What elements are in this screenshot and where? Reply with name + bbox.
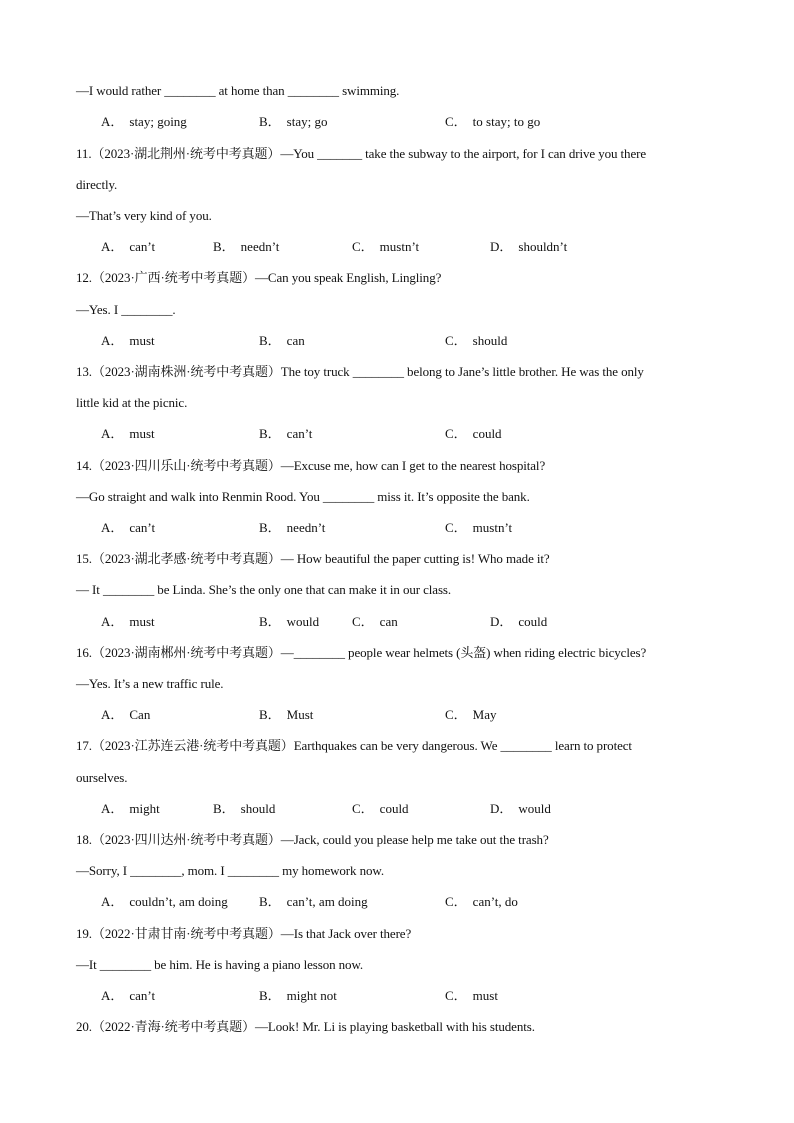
option-a: A． couldn’t, am doing — [101, 894, 228, 909]
question-line: 19.（2022·甘肃甘南·统考中考真题）—Is that Jack over there? — [76, 926, 412, 941]
question-line: directly. — [76, 177, 118, 192]
question-line: 14.（2023·四川乐山·统考中考真题）—Excuse me, how can I get to the nearest hospital? — [76, 458, 546, 473]
question-line: —I would rather ________ at home than ________ swimming. — [76, 83, 400, 98]
option-c: C． can’t, do — [445, 894, 518, 909]
question-line: little kid at the picnic. — [76, 395, 188, 410]
question-line: —Yes. It’s a new traffic rule. — [76, 676, 224, 691]
option-d: D． would — [490, 801, 551, 816]
question-line: 13.（2023·湖南株洲·统考中考真题）The toy truck ________ belong to Jane’s little brother. He was the only — [76, 364, 644, 379]
option-b: B． Must — [259, 707, 314, 722]
option-b: B． can — [259, 333, 305, 348]
option-c: C． should — [445, 333, 508, 348]
option-a: A． must — [101, 614, 155, 629]
question-line: —Go straight and walk into Renmin Rood. You ________ miss it. It’s opposite the bank. — [76, 489, 530, 504]
option-b: B． can’t — [259, 426, 313, 441]
question-line: 20.（2022·青海·统考中考真题）—Look! Mr. Li is playing basketball with his students. — [76, 1019, 535, 1034]
option-d: D． shouldn’t — [490, 239, 568, 254]
option-b: B． would — [259, 614, 320, 629]
question-line: —That’s very kind of you. — [76, 208, 212, 223]
option-a: A． can’t — [101, 988, 156, 1003]
question-line: 15.（2023·湖北孝感·统考中考真题）— How beautiful the paper cutting is! Who made it? — [76, 551, 550, 566]
question-line: —Sorry, I ________, mom. I ________ my homework now. — [76, 863, 384, 878]
option-b: B． needn’t — [259, 520, 326, 535]
question-line: —It ________ be him. He is having a piano lesson now. — [76, 957, 364, 972]
option-c: C． to stay; to go — [445, 114, 541, 129]
option-a: A． Can — [101, 707, 151, 722]
option-c: C． can — [352, 614, 398, 629]
option-b: B． might not — [259, 988, 337, 1003]
question-line: 11.（2023·湖北荆州·统考中考真题）—You _______ take the subway to the airport, for I can drive you there — [76, 146, 647, 161]
option-d: D． could — [490, 614, 548, 629]
question-line: —Yes. I ________. — [76, 302, 176, 317]
option-b: B． stay; go — [259, 114, 328, 129]
option-a: A． must — [101, 426, 155, 441]
option-b: B． should — [213, 801, 276, 816]
option-c: C． mustn’t — [352, 239, 420, 254]
question-line: 17.（2023·江苏连云港·统考中考真题）Earthquakes can be very dangerous. We ________ learn to protect — [76, 738, 632, 753]
option-c: C． May — [445, 707, 497, 722]
option-b: B． needn’t — [213, 239, 280, 254]
question-line: 18.（2023·四川达州·统考中考真题）—Jack, could you please help me take out the trash? — [76, 832, 549, 847]
question-line: 16.（2023·湖南郴州·统考中考真题）—________ people wear helmets (头盔) when riding electric bicycles? — [76, 645, 647, 660]
question-line: — It ________ be Linda. She’s the only one that can make it in our class. — [76, 582, 452, 597]
option-c: C． could — [445, 426, 502, 441]
option-c: C． mustn’t — [445, 520, 513, 535]
question-line: 12.（2023·广西·统考中考真题）—Can you speak English, Lingling? — [76, 270, 442, 285]
option-a: A． can’t — [101, 239, 156, 254]
option-a: A． can’t — [101, 520, 156, 535]
option-c: C． must — [445, 988, 498, 1003]
option-c: C． could — [352, 801, 409, 816]
option-a: A． stay; going — [101, 114, 187, 129]
option-a: A． might — [101, 801, 160, 816]
option-b: B． can’t, am doing — [259, 894, 368, 909]
option-a: A． must — [101, 333, 155, 348]
question-line: ourselves. — [76, 770, 128, 785]
